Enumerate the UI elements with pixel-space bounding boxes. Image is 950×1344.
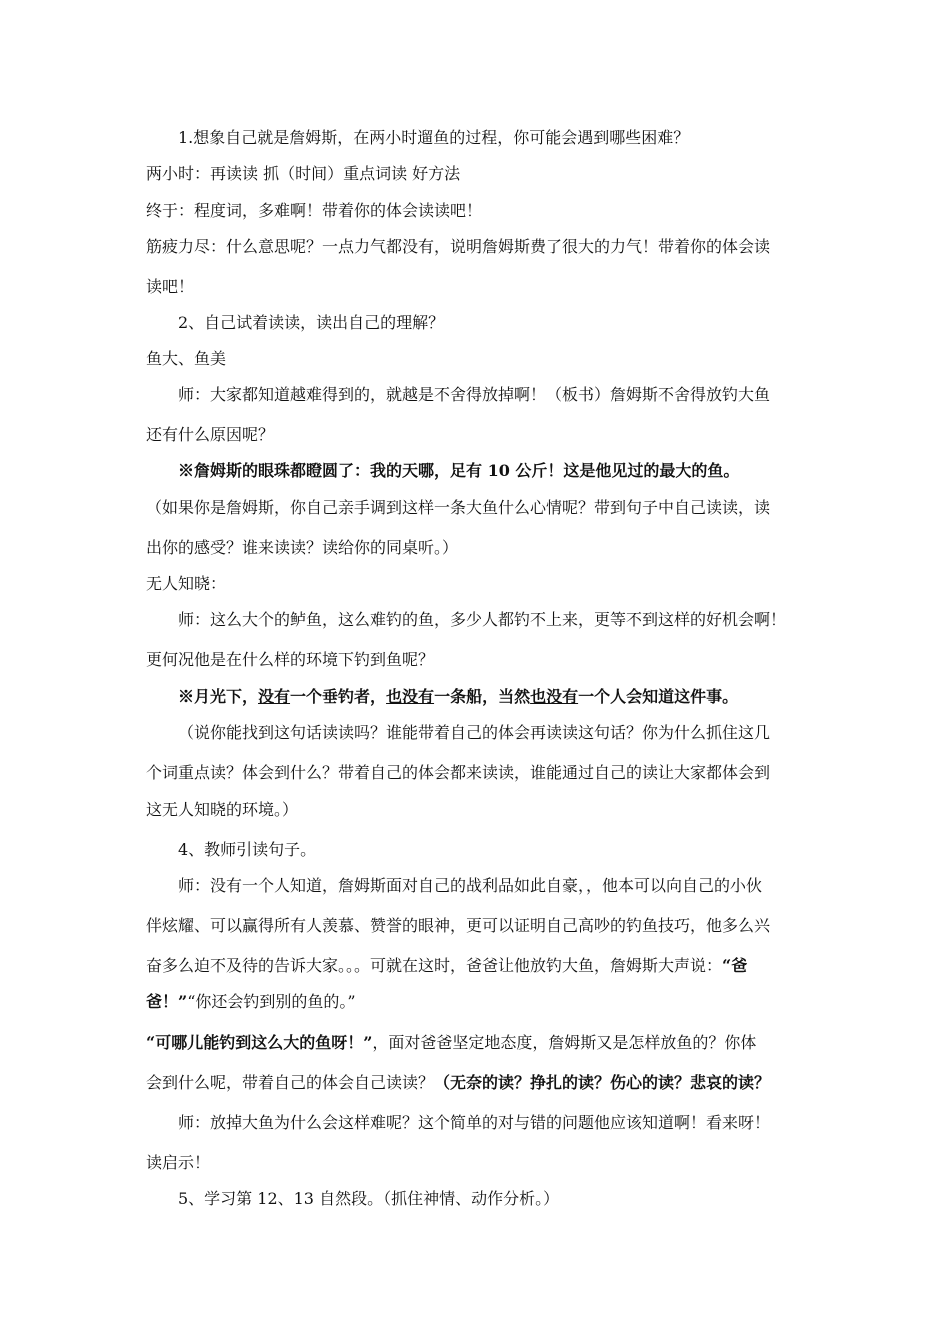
paragraph-line — [146, 991, 356, 1013]
paragraph-line: 师：大家都知道越难得到的，就越是不舍得放掉啊！（板书）詹姆斯不舍得放钓大鱼 — [178, 385, 771, 404]
paragraph-line: 师：这么大个的鲈鱼，这么难钓的鱼，多少人都钓不上来，更等不到这样的好机会啊！ — [178, 610, 787, 629]
paragraph-line: 2、自己试着读读，读出自己的理解？ — [178, 313, 445, 332]
bold-text: “爸 — [722, 956, 748, 975]
paragraph-line: 鱼大、鱼美 — [146, 349, 227, 368]
paragraph-line: 终于：程度词，多难啊！带着你的体会读读吧！ — [146, 201, 483, 220]
paragraph-line: 读启示！ — [146, 1153, 211, 1172]
paragraph-line: 5、学习第 12、13 自然段。（抓住神情、动作分析。） — [178, 1189, 560, 1208]
paragraph-line: 师：没有一个人知道，詹姆斯面对自己的战利品如此自豪，，他本可以向自己的小伙 — [178, 876, 763, 895]
paragraph-line: 出你的感受？谁来读读？读给你的同桌听。） — [146, 538, 459, 557]
text-run: 一条船，当然 — [434, 687, 531, 706]
text-run: 奋多么迫不及待的告诉大家。。。可就在这时，爸爸让他放钓大鱼，詹姆斯大声说： — [146, 956, 723, 975]
text-run: 一个人会知道这件事。 — [578, 687, 739, 706]
paragraph-line: 4、教师引读句子。 — [178, 840, 317, 859]
paragraph-line: （如果你是詹姆斯，你自己亲手调到这样一条大鱼什么心情呢？带到句子中自己读读，读 — [146, 498, 771, 517]
paragraph-line: 这无人知晓的环境。） — [146, 800, 299, 819]
underlined-text: 也没有 — [530, 687, 579, 706]
quoted-sentence — [178, 686, 738, 708]
paragraph-line: 个词重点读？体会到什么？带着自己的体会都来读读，谁能通过自己的读让大家都体会到 — [146, 763, 771, 782]
paragraph-line: 师：放掉大鱼为什么会这样难呢？这个简单的对与错的问题他应该知道啊！看来呀！ — [178, 1113, 771, 1132]
bold-text: “可哪儿能钓到这么大的鱼呀！” — [146, 1033, 373, 1052]
paragraph-line: 更何况他是在什么样的环境下钓到鱼呢？ — [146, 650, 435, 669]
paragraph-line: （说你能找到这句话读读吗？谁能带着自己的体会再读读这句话？你为什么抓住这几 — [178, 723, 771, 742]
paragraph-line: 还有什么原因呢？ — [146, 425, 275, 444]
text-run: 一个垂钓者， — [290, 687, 387, 706]
paragraph-line: 读吧！ — [146, 277, 195, 296]
paragraph-line — [146, 955, 747, 977]
underlined-text: 没有 — [258, 687, 291, 706]
paragraph-line: 两小时：再读读 抓（时间）重点词读 好方法 — [146, 164, 461, 183]
underlined-text: 也没有 — [386, 687, 435, 706]
bold-text: 爸！” — [146, 992, 188, 1011]
paragraph-line: 1.想象自己就是詹姆斯，在两小时遛鱼的过程，你可能会遇到哪些困难？ — [178, 128, 690, 147]
paragraph-line — [146, 1072, 770, 1094]
text-run: 会到什么呢，带着自己的体会自己读读？ — [146, 1073, 435, 1092]
quoted-sentence: ※詹姆斯的眼珠都瞪圆了：我的天哪，足有 10 公斤！这是他见过的最大的鱼。 — [178, 461, 740, 480]
paragraph-line: 筋疲力尽：什么意思呢？一点力气都没有，说明詹姆斯费了很大的力气！带着你的体会读 — [146, 237, 771, 256]
paragraph-line: 伴炫耀、可以赢得所有人羡慕、赞誉的眼神，更可以证明自己高吵的钓鱼技巧，他多么兴 — [146, 916, 771, 935]
paragraph-line: 无人知晓： — [146, 574, 227, 593]
text-run: ，面对爸爸坚定地态度，詹姆斯又是怎样放鱼的？你体 — [372, 1033, 757, 1052]
paragraph-line — [146, 1032, 756, 1054]
text-run: ※月光下， — [178, 687, 259, 706]
text-run: “你还会钓到别的鱼的。” — [187, 992, 356, 1011]
bold-text: （无奈的读？挣扎的读？伤心的读？悲哀的读？ — [434, 1073, 771, 1092]
